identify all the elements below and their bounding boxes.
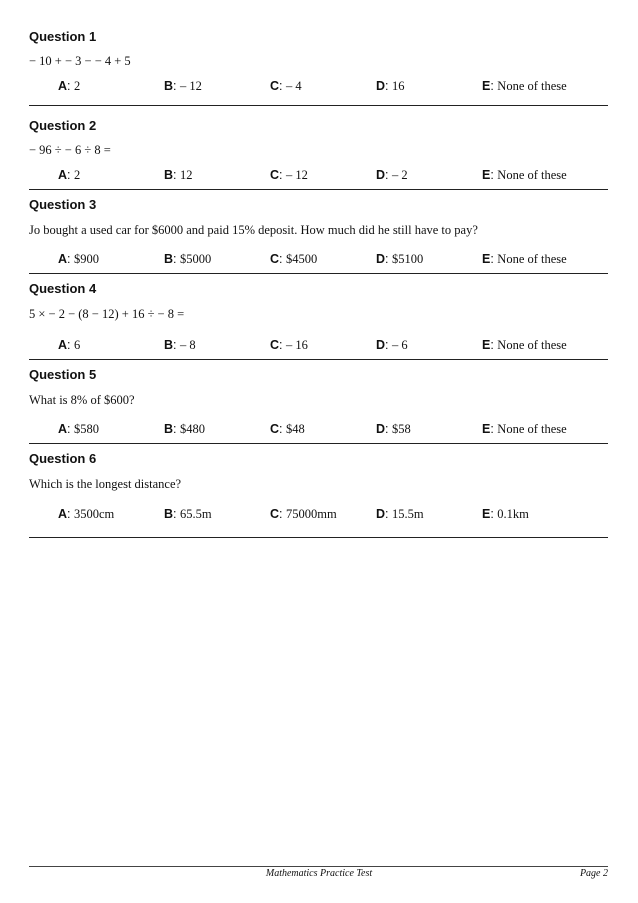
option-letter: E <box>482 507 491 521</box>
option-letter: D <box>376 338 386 352</box>
option-letter: B <box>164 507 174 521</box>
option-a[interactable]: A: 6 <box>58 338 81 352</box>
option-value: – 2 <box>391 168 408 182</box>
question-title: Question 4 <box>29 281 97 296</box>
divider <box>29 189 608 190</box>
option-a[interactable]: A: $900 <box>58 252 99 266</box>
option-letter: B <box>164 168 174 182</box>
option-d[interactable]: D: $5100 <box>376 252 424 266</box>
option-value: – 16 <box>285 338 308 352</box>
question-text: What is 8% of $600? <box>29 393 135 407</box>
option-value: None of these <box>497 252 567 266</box>
option-value: – 8 <box>179 338 196 352</box>
option-letter: A <box>58 252 68 266</box>
option-value: $5000 <box>179 252 212 266</box>
option-letter: C <box>270 422 280 436</box>
option-letter: C <box>270 252 280 266</box>
divider <box>29 273 608 274</box>
option-value: $900 <box>73 252 99 266</box>
option-value: $58 <box>391 422 411 436</box>
option-e[interactable]: E: None of these <box>482 79 567 93</box>
option-letter: A <box>58 79 68 93</box>
option-letter: A <box>58 507 68 521</box>
page-number: Page 2 <box>579 868 608 879</box>
option-value: 16 <box>391 79 405 93</box>
option-letter: A <box>58 168 68 182</box>
option-c[interactable]: C: – 16 <box>270 338 308 352</box>
answer-options <box>29 337 608 353</box>
option-e[interactable]: E: None of these <box>482 168 567 182</box>
option-a[interactable]: A: 2 <box>58 168 81 182</box>
option-value: None of these <box>497 338 567 352</box>
option-c[interactable]: C: 75000mm <box>270 507 337 521</box>
option-letter: E <box>482 252 491 266</box>
option-letter: B <box>164 338 174 352</box>
question-title: Question 6 <box>29 451 97 466</box>
option-b[interactable]: B: $5000 <box>164 252 212 266</box>
option-letter: B <box>164 252 174 266</box>
option-value: None of these <box>497 79 567 93</box>
option-d[interactable]: D: – 2 <box>376 168 408 182</box>
option-b[interactable]: B: – 12 <box>164 79 202 93</box>
option-letter: E <box>482 79 491 93</box>
option-d[interactable]: D: 15.5m <box>376 507 424 521</box>
question-text: − 96 ÷ − 6 ÷ 8 = <box>29 143 111 157</box>
question-text: Jo bought a used car for $6000 and paid 15% deposit. How much did he still have to pay? <box>29 223 478 237</box>
option-b[interactable]: B: 12 <box>164 168 193 182</box>
option-value: 3500cm <box>73 507 115 521</box>
answer-options <box>29 167 608 183</box>
option-b[interactable]: B: 65.5m <box>164 507 212 521</box>
option-value: 15.5m <box>391 507 424 521</box>
question-title: Question 2 <box>29 118 97 133</box>
footer-title: Mathematics Practice Test <box>265 868 373 879</box>
option-e[interactable]: E: None of these <box>482 252 567 266</box>
divider <box>29 537 608 538</box>
option-value: 6 <box>73 338 81 352</box>
option-a[interactable]: A: 3500cm <box>58 507 115 521</box>
option-d[interactable]: D: – 6 <box>376 338 408 352</box>
option-c[interactable]: C: $48 <box>270 422 305 436</box>
answer-options <box>29 251 608 267</box>
option-value: – 12 <box>285 168 308 182</box>
option-letter: E <box>482 168 491 182</box>
option-b[interactable]: B: – 8 <box>164 338 196 352</box>
question-text: 5 × − 2 − (8 − 12) + 16 ÷ − 8 = <box>29 307 185 321</box>
question-text: − 10 + − 3 − − 4 + 5 <box>29 54 131 68</box>
answer-options <box>29 78 608 94</box>
option-c[interactable]: C: – 4 <box>270 79 302 93</box>
option-letter: A <box>58 422 68 436</box>
option-letter: D <box>376 168 386 182</box>
option-value: $480 <box>179 422 205 436</box>
option-c[interactable]: C: – 12 <box>270 168 308 182</box>
option-value: 2 <box>73 168 81 182</box>
option-letter: D <box>376 507 386 521</box>
option-a[interactable]: A: 2 <box>58 79 81 93</box>
option-e[interactable]: E: None of these <box>482 422 567 436</box>
option-value: 0.1km <box>497 507 529 521</box>
option-value: None of these <box>497 168 567 182</box>
option-value: – 4 <box>285 79 302 93</box>
option-letter: D <box>376 422 386 436</box>
divider <box>29 443 608 444</box>
option-value: 65.5m <box>179 507 212 521</box>
option-value: 75000mm <box>285 507 337 521</box>
question-title: Question 5 <box>29 367 97 382</box>
question-title: Question 3 <box>29 197 97 212</box>
option-value: – 12 <box>179 79 202 93</box>
option-letter: C <box>270 507 280 521</box>
question-text: Which is the longest distance? <box>29 477 182 491</box>
option-value: 12 <box>179 168 193 182</box>
option-d[interactable]: D: $58 <box>376 422 411 436</box>
option-letter: C <box>270 168 280 182</box>
option-value: 2 <box>73 79 81 93</box>
option-letter: C <box>270 338 280 352</box>
option-letter: E <box>482 338 491 352</box>
option-letter: D <box>376 79 386 93</box>
option-value: $5100 <box>391 252 424 266</box>
answer-options <box>29 506 608 522</box>
option-c[interactable]: C: $4500 <box>270 252 318 266</box>
option-letter: C <box>270 79 280 93</box>
option-letter: E <box>482 422 491 436</box>
option-letter: B <box>164 422 174 436</box>
option-e[interactable]: E: None of these <box>482 338 567 352</box>
option-letter: D <box>376 252 386 266</box>
option-e[interactable]: E: 0.1km <box>482 507 529 521</box>
option-value: $48 <box>285 422 305 436</box>
option-a[interactable]: A: $580 <box>58 422 99 436</box>
option-value: $4500 <box>285 252 318 266</box>
option-letter: B <box>164 79 174 93</box>
option-value: $580 <box>73 422 99 436</box>
option-value: – 6 <box>391 338 408 352</box>
question-title: Question 1 <box>29 29 97 44</box>
divider <box>29 359 608 360</box>
option-b[interactable]: B: $480 <box>164 422 205 436</box>
option-value: None of these <box>497 422 567 436</box>
answer-options <box>29 421 608 437</box>
option-d[interactable]: D: 16 <box>376 79 405 93</box>
divider <box>29 105 608 106</box>
option-letter: A <box>58 338 68 352</box>
